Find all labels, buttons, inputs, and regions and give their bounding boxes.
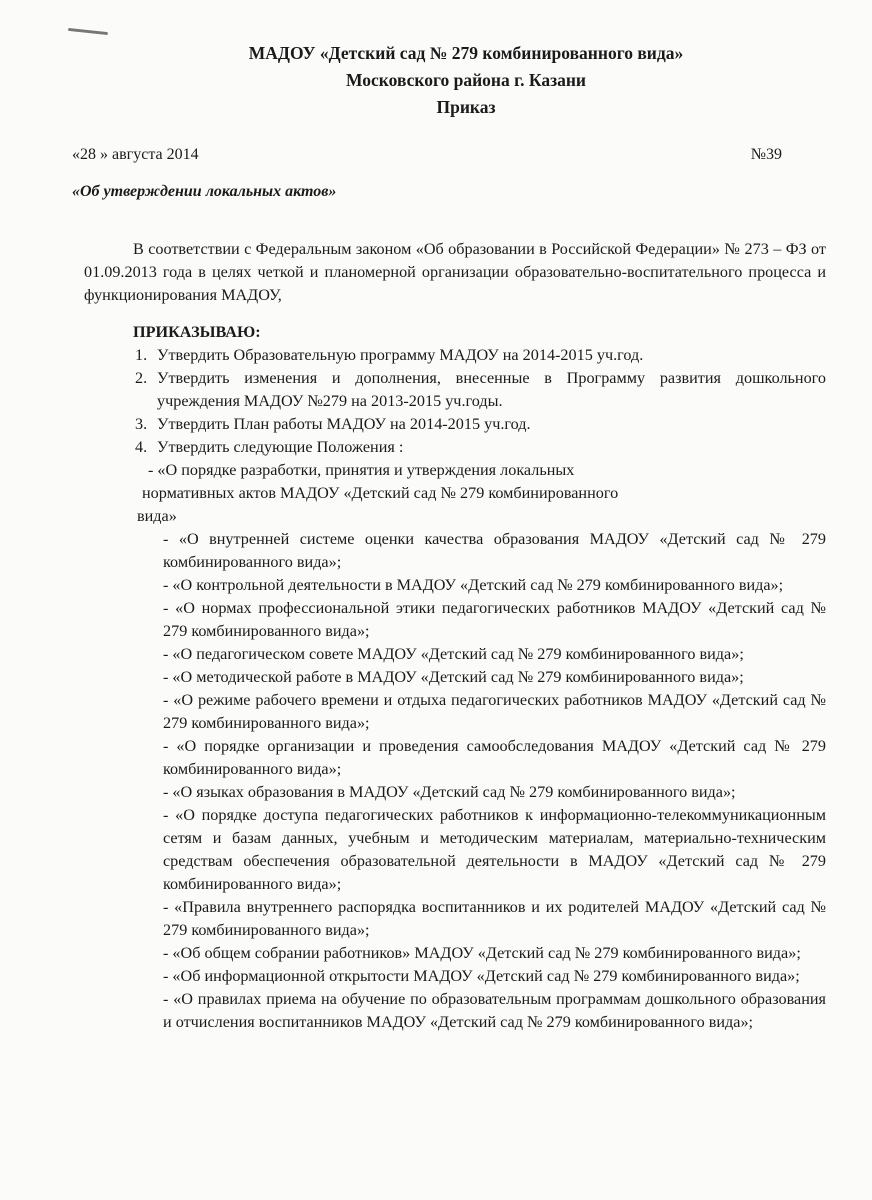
- header-organization: МАДОУ «Детский сад № 279 комбинированного вида»: [248, 43, 684, 63]
- policy-item: - «О внутренней системе оценки качества образования МАДОУ «Детский сад № 279 комбинированного вида»;: [163, 530, 826, 571]
- policy-item: - «Об информационной открытости МАДОУ «Детский сад № 279 комбинированного вида»;: [163, 967, 800, 985]
- order-item: 4. Утвердить следующие Положения :: [135, 438, 404, 456]
- order-word: ПРИКАЗЫВАЮ:: [133, 323, 261, 341]
- policy-item: - «О контрольной деятельности в МАДОУ «Детский сад № 279 комбинированного вида»;: [163, 576, 784, 594]
- scan-mark: [68, 28, 108, 35]
- policy-item: - «О методической работе в МАДОУ «Детский сад № 279 комбинированного вида»;: [163, 668, 744, 686]
- policy-item: - «О режиме рабочего времени и отдыха педагогических работников МАДОУ «Детский сад № 279 комбинированного вида»;: [163, 691, 826, 732]
- policy-item: - «Об общем собрании работников» МАДОУ «Детский сад № 279 комбинированного вида»;: [163, 944, 801, 962]
- order-item: 3. Утвердить План работы МАДОУ на 2014-2015 уч.год.: [135, 415, 531, 433]
- order-body: [84, 238, 826, 1034]
- order-number: №39: [750, 146, 782, 163]
- document-header: [0, 40, 872, 121]
- order-items: [84, 344, 826, 459]
- policy-item: - «О педагогическом совете МАДОУ «Детский сад № 279 комбинированного вида»;: [163, 645, 744, 663]
- policy-item: - «О порядке доступа педагогических работников к информационно-телекоммуникационным сетям и базам данных, учебным и методическим материалам, материально-техническим средствам обеспечения образовательной деятельности в МАДОУ «Детский сад № 279 комбинированного вида»;: [163, 806, 826, 893]
- order-item: 2. Утвердить изменения и дополнения, внесенные в Программу развития дошкольного учреждения МАДОУ №279 на 2013-2015 уч.годы.: [135, 369, 826, 410]
- date-number-row: [72, 146, 782, 164]
- policy-item: - «О порядке разработки, принятия и утверждения локальных нормативных актов МАДОУ «Детский сад № 279 комбинированного вида»: [137, 461, 619, 525]
- header-doc-type: Приказ: [436, 97, 496, 117]
- policy-item: - «Правила внутреннего распорядка воспитанников и их родителей МАДОУ «Детский сад № 279 комбинированного вида»;: [163, 898, 826, 939]
- order-date: «28 » августа 2014: [72, 146, 199, 163]
- order-item: 1. Утвердить Образовательную программу МАДОУ на 2014-2015 уч.год.: [135, 346, 644, 364]
- policy-item: - «О порядке организации и проведения самообследования МАДОУ «Детский сад № 279 комбинированного вида»;: [163, 737, 826, 778]
- policy-item: - «О нормах профессиональной этики педагогических работников МАДОУ «Детский сад № 279 комбинированного вида»;: [163, 599, 826, 640]
- policy-item: - «О языках образования в МАДОУ «Детский сад № 279 комбинированного вида»;: [163, 783, 736, 801]
- policy-item: - «О правилах приема на обучение по образовательным программам дошкольного образования и отчисления воспитанников МАДОУ «Детский сад № 279 комбинированного вида»;: [163, 990, 826, 1031]
- intro-paragraph: В соответствии с Федеральным законом «Об образовании в Российской Федерации» № 273 – ФЗ от 01.09.2013 года в целях четкой и планомерной организации образовательно-воспитательного процесса и функционирования МАДОУ,: [84, 240, 826, 304]
- order-subject: «Об утверждении локальных актов»: [72, 183, 337, 200]
- header-district: Московского района г. Казани: [345, 70, 587, 90]
